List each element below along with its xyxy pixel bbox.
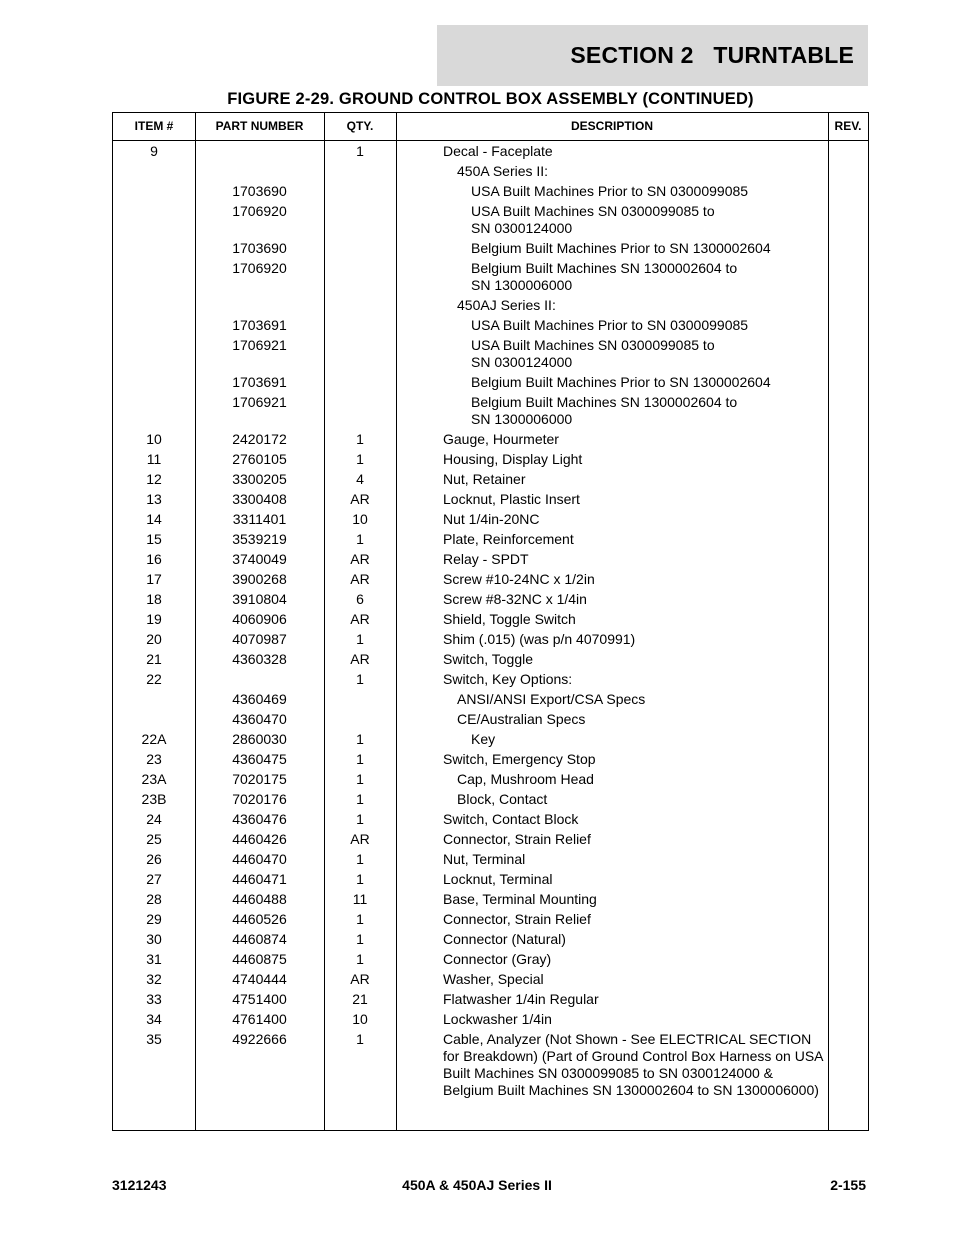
quantity: 1 [356,850,364,867]
quantity: 10 [352,1010,368,1027]
quantity: 1 [356,450,364,467]
table-row [113,372,868,392]
quantity: 1 [356,910,364,927]
description: Connector, Strain Relief [443,830,591,847]
quantity: AR [350,570,370,587]
table-row [113,749,868,769]
table-row [113,869,868,889]
description: USA Built Machines SN 0300099085 to SN 0300124000 [471,202,715,236]
part-number: 4460526 [232,910,287,927]
part-number: 4460426 [232,830,287,847]
table-row [113,909,868,929]
description: Belgium Built Machines Prior to SN 1300002604 [471,373,771,390]
quantity: AR [350,830,370,847]
item-number: 35 [146,1030,162,1047]
table-row [113,141,868,161]
table-row [113,589,868,609]
part-number: 3900268 [232,570,287,587]
footer-page-number: 2-155 [830,1177,866,1193]
part-number: 1706921 [232,336,287,353]
item-number: 23B [141,790,167,807]
table-row [113,469,868,489]
item-number: 22 [146,670,162,687]
table-row [113,315,868,335]
part-number: 4460488 [232,890,287,907]
item-number: 22A [141,730,167,747]
item-number: 18 [146,590,162,607]
table-row [113,769,868,789]
description: Belgium Built Machines Prior to SN 1300002604 [471,239,771,256]
table-row [113,709,868,729]
part-number: 3910804 [232,590,287,607]
figure-title: FIGURE 2-29. GROUND CONTROL BOX ASSEMBLY (CONTINUED) [227,90,754,108]
table-row [113,729,868,749]
table-row [113,295,868,315]
column-header-item: ITEM # [134,119,174,133]
part-number: 3539219 [232,530,287,547]
table-row [113,429,868,449]
parts-table [112,112,869,1131]
section-header [437,25,868,86]
quantity: 11 [352,890,368,907]
part-number: 4070987 [232,630,287,647]
description: Switch, Key Options: [443,670,573,687]
quantity: 1 [356,930,364,947]
item-number: 28 [146,890,162,907]
quantity: 1 [356,810,364,827]
item-number: 26 [146,850,162,867]
part-number: 4460875 [232,950,287,967]
description: Switch, Toggle [443,650,534,667]
description: Belgium Built Machines SN 1300002604 to SN 1300006000 [471,393,738,427]
description: Decal - Faceplate [443,142,553,159]
table-row [113,1029,868,1100]
table-row [113,449,868,469]
description: 450A Series II: [457,162,549,179]
description: Flatwasher 1/4in Regular [443,990,599,1007]
part-number: 4460471 [232,870,287,887]
part-number: 4751400 [232,990,287,1007]
part-number: 1703691 [232,373,287,390]
description: Shim (.015) (was p/n 4070991) [443,630,636,647]
item-number: 21 [146,650,162,667]
description: Belgium Built Machines SN 1300002604 to SN 1300006000 [471,259,738,293]
item-number: 23 [146,750,162,767]
part-number: 1703690 [232,182,287,199]
table-row [113,629,868,649]
description: Housing, Display Light [443,450,583,467]
item-number: 27 [146,870,162,887]
description: Plate, Reinforcement [443,530,574,547]
part-number: 4922666 [232,1030,287,1047]
description: Nut, Terminal [443,850,526,867]
description: Connector, Strain Relief [443,910,591,927]
item-number: 13 [146,490,162,507]
table-row [113,889,868,909]
quantity: 10 [352,510,368,527]
part-number: 1706920 [232,202,287,219]
table-row [113,161,868,181]
part-number: 4360328 [232,650,287,667]
description: Screw #8-32NC x 1/4in [443,590,587,607]
description: Block, Contact [457,790,548,807]
column-header-description: DESCRIPTION [570,119,653,133]
part-number: 1706920 [232,259,287,276]
column-header-qty: QTY. [346,119,374,133]
quantity: 1 [356,1030,364,1047]
quantity: AR [350,610,370,627]
item-number: 23A [141,770,167,787]
part-number: 4360476 [232,810,287,827]
table-row [113,849,868,869]
table-row [113,1009,868,1029]
table-row [113,649,868,669]
description: Nut, Retainer [443,470,526,487]
item-number: 20 [146,630,162,647]
table-row [113,969,868,989]
item-number: 17 [146,570,162,587]
item-number: 33 [146,990,162,1007]
description: Nut 1/4in-20NC [443,510,540,527]
table-row [113,335,868,372]
part-number: 1703690 [232,239,287,256]
description: Relay - SPDT [443,550,529,567]
quantity: AR [350,550,370,567]
description: CE/Australian Specs [457,710,586,727]
part-number: 4740444 [232,970,287,987]
column-header-rev: REV. [834,119,862,133]
part-number: 3740049 [232,550,287,567]
description: USA Built Machines SN 0300099085 to SN 0300124000 [471,336,715,370]
description: Shield, Toggle Switch [443,610,576,627]
description: USA Built Machines Prior to SN 0300099085 [471,182,749,199]
description: Connector (Natural) [443,930,566,947]
description: Connector (Gray) [443,950,552,967]
description: Screw #10-24NC x 1/2in [443,570,595,587]
part-number: 4060906 [232,610,287,627]
quantity: 1 [356,530,364,547]
part-number: 4460874 [232,930,287,947]
quantity: 1 [356,870,364,887]
description: ANSI/ANSI Export/CSA Specs [457,690,646,707]
quantity: 4 [356,470,364,487]
column-header-part-number: PART NUMBER [215,119,304,133]
description: Base, Terminal Mounting [443,890,597,907]
table-row [113,529,868,549]
footer-doc-number: 3121243 [112,1177,167,1193]
part-number: 7020175 [232,770,287,787]
quantity: 1 [356,950,364,967]
item-number: 10 [146,430,162,447]
item-number: 24 [146,810,162,827]
item-number: 16 [146,550,162,567]
part-number: 4360469 [232,690,287,707]
table-row [113,829,868,849]
item-number: 29 [146,910,162,927]
description: Lockwasher 1/4in [443,1010,552,1027]
table-row [113,201,868,238]
description: Locknut, Plastic Insert [443,490,580,507]
description: Cap, Mushroom Head [457,770,594,787]
quantity: 21 [352,990,368,1007]
table-row [113,689,868,709]
table-body [113,141,868,1100]
table-row [113,609,868,629]
item-number: 32 [146,970,162,987]
table-row [113,789,868,809]
table-row [113,549,868,569]
table-row [113,809,868,829]
description: Key [471,730,496,747]
item-number: 11 [146,450,162,467]
quantity: 1 [356,790,364,807]
quantity: 1 [356,142,364,159]
description: Locknut, Terminal [443,870,553,887]
part-number: 3300408 [232,490,287,507]
part-number: 1706921 [232,393,287,410]
quantity: 1 [356,770,364,787]
table-row [113,989,868,1009]
item-number: 25 [146,830,162,847]
item-number: 14 [146,510,162,527]
quantity: AR [350,650,370,667]
table-row [113,509,868,529]
part-number: 2760105 [232,450,287,467]
description: USA Built Machines Prior to SN 0300099085 [471,316,749,333]
table-row [113,392,868,429]
quantity: AR [350,490,370,507]
part-number: 7020176 [232,790,287,807]
part-number: 4360470 [232,710,287,727]
part-number: 4460470 [232,850,287,867]
quantity: 1 [356,750,364,767]
item-number: 19 [146,610,162,627]
quantity: AR [350,970,370,987]
description: Switch, Contact Block [443,810,579,827]
description: Gauge, Hourmeter [443,430,559,447]
description: Washer, Special [443,970,544,987]
table-row [113,929,868,949]
item-number: 34 [146,1010,162,1027]
table-row [113,669,868,689]
section-title: SECTION 2 TURNTABLE [570,42,854,68]
description: Cable, Analyzer (Not Shown - See ELECTRICAL SECTION for Breakdown) (Part of Ground Control Box Harness on USA Built Machines SN 0300099085 to SN 0300124000 & Belgium Built Machines SN 1300002604 to SN 1300006000) [443,1030,824,1098]
quantity: 1 [356,670,364,687]
item-number: 9 [150,142,158,159]
part-number: 4761400 [232,1010,287,1027]
quantity: 1 [356,730,364,747]
quantity: 6 [356,590,364,607]
part-number: 3300205 [232,470,287,487]
part-number: 4360475 [232,750,287,767]
quantity: 1 [356,630,364,647]
table-row [113,489,868,509]
item-number: 31 [146,950,162,967]
table-row [113,181,868,201]
item-number: 12 [146,470,162,487]
item-number: 15 [146,530,162,547]
table-row [113,949,868,969]
table-row [113,569,868,589]
part-number: 3311401 [232,510,287,527]
footer-model: 450A & 450AJ Series II [402,1177,552,1193]
description: 450AJ Series II: [457,296,556,313]
part-number: 2420172 [232,430,287,447]
table-row [113,238,868,258]
part-number: 1703691 [232,316,287,333]
table-row [113,258,868,295]
quantity: 1 [356,430,364,447]
item-number: 30 [146,930,162,947]
part-number: 2860030 [232,730,287,747]
description: Switch, Emergency Stop [443,750,596,767]
